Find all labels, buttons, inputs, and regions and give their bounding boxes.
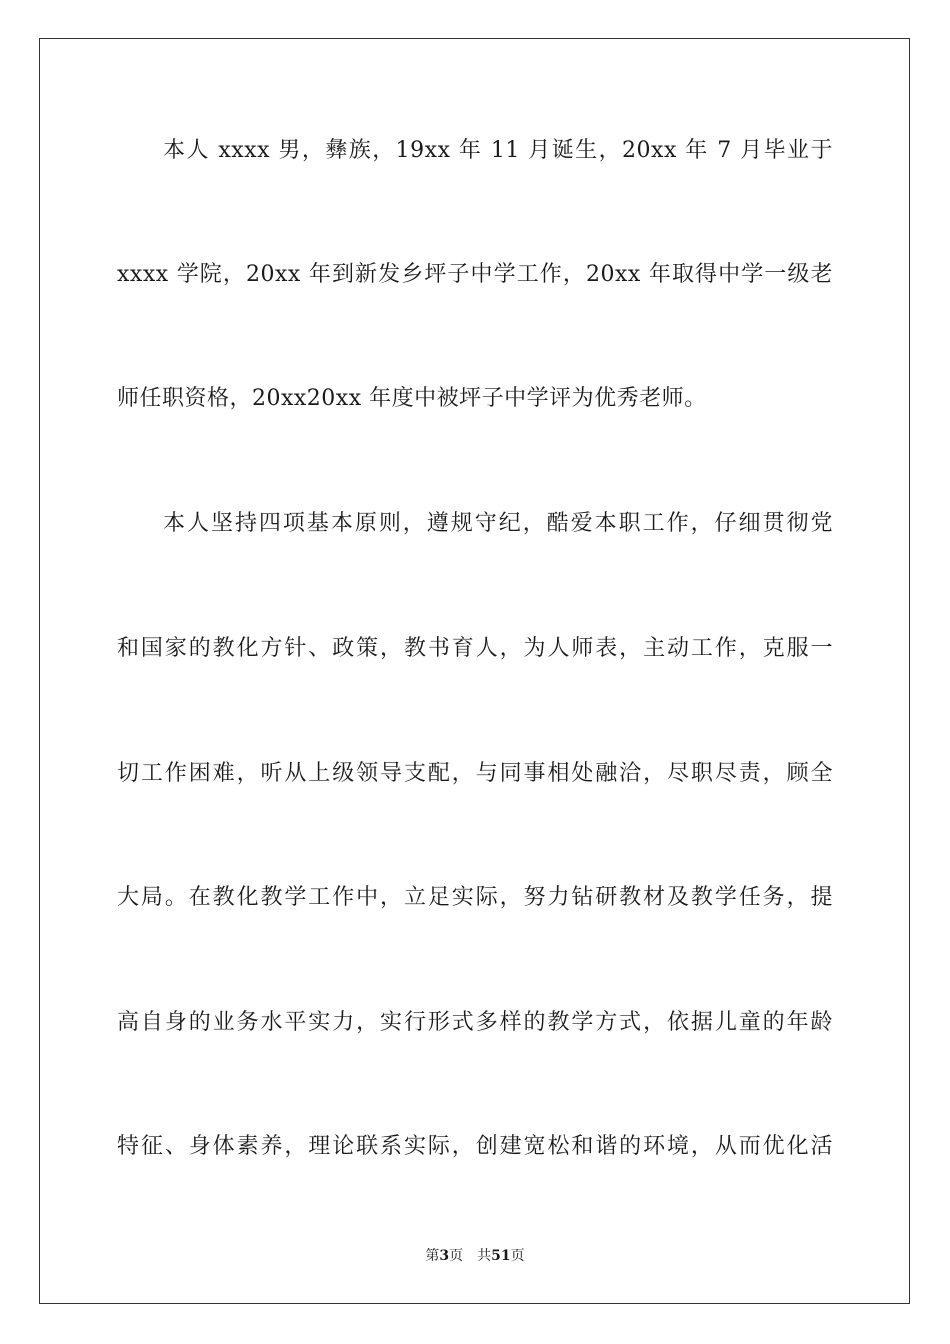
paragraph-2-line-5: 高自身的业务水平实力，实行形式多样的教学方式，依据儿童的年龄	[117, 1010, 833, 1035]
paragraph-2-line-4: 大局。在教化教学工作中，立足实际，努力钻研教材及教学任务，提	[117, 885, 833, 910]
paragraph-1-line-3: 师任职资格，20xx20xx 年度中被坪子中学评为优秀老师。	[117, 386, 707, 411]
paragraph-2-line-3: 切工作困难，听从上级领导支配，与同事相处融洽，尽职尽责，顾全	[117, 761, 833, 786]
page-suffix: 页	[449, 1248, 464, 1264]
paragraph-2-line-6: 特征、身体素养，理论联系实际，创建宽松和谐的环境，从而优化活	[117, 1134, 833, 1159]
paragraph-1-line-2: xxxx 学院，20xx 年到新发乡坪子中学工作，20xx 年取得中学一级老	[117, 262, 833, 287]
total-pages: 51	[491, 1248, 511, 1264]
page-footer	[0, 1246, 950, 1266]
page-prefix: 第	[425, 1248, 440, 1264]
paragraph-1-line-1: 本人 xxxx 男，彝族，19xx 年 11 月诞生，20xx 年 7 月毕业于	[163, 138, 833, 163]
paragraph-2-line-2: 和国家的教化方针、政策，教书育人，为人师表，主动工作，克服一	[117, 636, 833, 661]
paragraph-2-line-1: 本人坚持四项基本原则，遵规守纪，酷爱本职工作，仔细贯彻党	[163, 511, 833, 536]
page-number: 3	[439, 1248, 450, 1264]
total-prefix: 共	[477, 1248, 492, 1264]
page-border	[39, 38, 910, 1304]
total-suffix: 页	[510, 1248, 525, 1264]
